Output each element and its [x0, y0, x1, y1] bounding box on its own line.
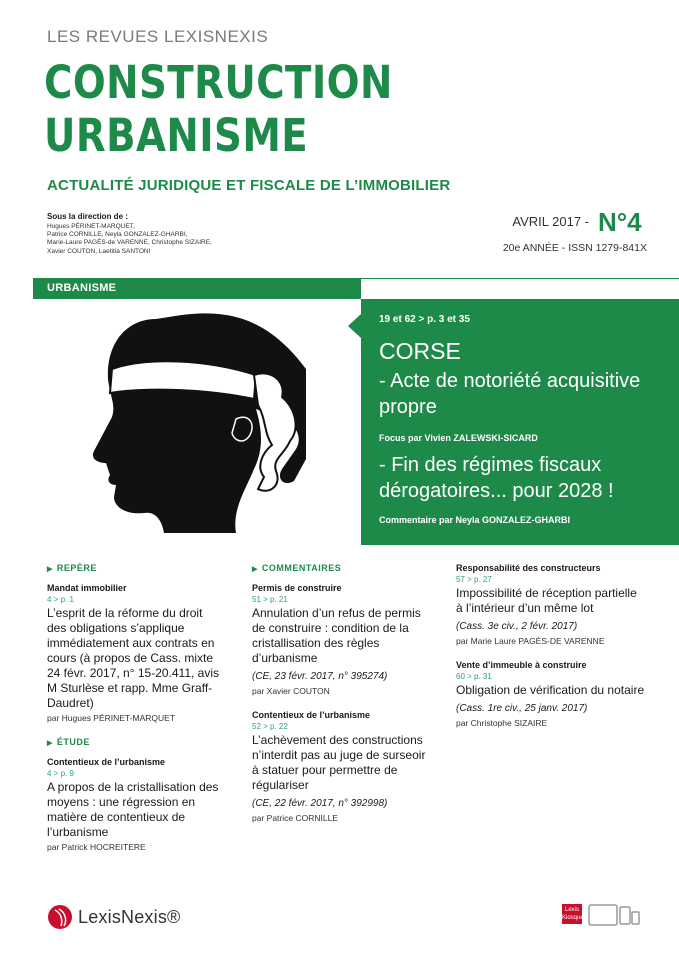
article-heading: Mandat immobilier	[47, 583, 127, 593]
title-line2: URBANISME	[44, 109, 309, 162]
direction-name: Hugues PÉRINET-MARQUET,	[47, 223, 135, 230]
article-title: Obligation de vérification du notaire	[456, 683, 645, 697]
feature-byline: Commentaire par Neyla GONZALEZ-GHARBI	[379, 515, 571, 525]
article-author: par Xavier COUTON	[252, 686, 330, 696]
column-right	[456, 563, 646, 730]
article-citation: (Cass. 1re civ., 25 janv. 2017)	[456, 703, 588, 714]
feature-panel	[361, 299, 679, 545]
article-heading: Permis de construire	[252, 583, 342, 593]
kiosque-badge: Lexis Kiosque	[562, 904, 582, 924]
article-author: par Patrick HOCREITERE	[47, 842, 146, 852]
logo-text: LexisNexis®	[78, 906, 181, 927]
direction-names	[47, 223, 212, 256]
issue-date-block	[512, 213, 589, 231]
lexisnexis-logo	[47, 904, 181, 930]
section-heading-commentaires: ▶ COMMENTAIRES	[252, 563, 432, 573]
moor-head-image	[86, 309, 306, 539]
feature-notch	[348, 314, 361, 338]
page-ref: 4 > p. 9	[47, 769, 74, 778]
ear	[232, 417, 252, 441]
feature-page-ref: 19 et 62 > p. 3 et 35	[379, 314, 470, 325]
subtitle: ACTUALITÉ JURIDIQUE ET FISCALE DE L’IMMOBILIER	[47, 177, 451, 194]
rubric-divider	[361, 278, 679, 279]
column-commentaires	[252, 563, 432, 825]
series-name: LES REVUES LEXISNEXIS	[47, 27, 269, 46]
lexisnexis-logo-icon	[47, 904, 73, 930]
column-repere-etude	[47, 563, 222, 854]
article-citation: (CE, 22 févr. 2017, n° 392998)	[252, 798, 388, 809]
article-author: par Marie Laure PAGÈS-DE VARENNE	[456, 636, 605, 646]
article-title: Annulation d’un refus de permis de construire : condition de la cristallisation des règles d’urbanisme	[252, 606, 421, 665]
feature-item: - Acte de notoriété acquisitive propre	[379, 370, 641, 418]
issue-number: N°4	[598, 207, 642, 237]
feature-byline: Focus par Vivien ZALEWSKI-SICARD	[379, 433, 538, 443]
article-heading: Responsabilité des constructeurs	[456, 563, 601, 573]
article-author: par Hugues PÉRINET-MARQUET	[47, 713, 176, 723]
article-title: Impossibilité de réception partielle à l’intérieur d’un même lot	[456, 586, 637, 615]
article-citation: (Cass. 3e civ., 2 févr. 2017)	[456, 621, 578, 632]
devices-icon	[588, 904, 640, 926]
section-heading-repere: ▶ REPÈRE	[47, 563, 222, 573]
article-author: par Patrice CORNILLE	[252, 813, 338, 823]
page-ref: 60 > p. 31	[456, 672, 492, 681]
article-citation: (CE, 23 févr. 2017, n° 395274)	[252, 671, 388, 682]
direction-name: Patrice CORNILLE, Neyla GONZALEZ-GHARBI,	[47, 231, 188, 239]
article-title: A propos de la cristallisation des moyens : une régression en matière de contentieux de l’urbanisme	[47, 780, 219, 839]
article-title: L’esprit de la réforme du droit des obligations s’applique immédiatement aux contrats en cours (à propos de Cass. mixte 24 févr. 2017, n° 15-20.411, avis M Sturlèse et rapp. Mme Graff-Daudret)	[47, 606, 220, 710]
article-heading: Vente d’immeuble à construire	[456, 660, 587, 670]
issue-year: 20e ANNÉE - ISSN 1279-841X	[502, 242, 647, 254]
title-line1: CONSTRUCTION	[44, 56, 393, 109]
direction-name: Marie-Laure PAGÈS-de VARENNE, Christophe SIZAIRE,	[47, 239, 212, 247]
page-ref: 57 > p. 27	[456, 575, 492, 584]
feature-item: - Fin des régimes fiscaux dérogatoires... pour 2028 !	[379, 454, 614, 502]
article-author: par Christophe SIZAIRE	[456, 718, 548, 728]
direction-name: Xavier COUTON, Laetitia SANTONI	[47, 247, 151, 255]
page-ref: 4 > p. 1	[47, 595, 74, 604]
page-ref: 52 > p. 22	[252, 722, 288, 731]
feature-topic: CORSE	[379, 338, 461, 364]
page-ref: 51 > p. 21	[252, 595, 288, 604]
rubric-label: URBANISME	[47, 282, 117, 294]
article-title: L’achèvement des constructions n’interdit pas au juge de surseoir à statuer pour permettre de régulariser	[252, 733, 426, 792]
issue-date: AVRIL 2017 -	[512, 214, 589, 229]
section-heading-etude: ▶ ÉTUDE	[47, 737, 222, 747]
article-heading: Contentieux de l’urbanisme	[252, 710, 371, 720]
article-heading: Contentieux de l’urbanisme	[47, 757, 166, 767]
direction-label: Sous la direction de :	[47, 212, 128, 221]
